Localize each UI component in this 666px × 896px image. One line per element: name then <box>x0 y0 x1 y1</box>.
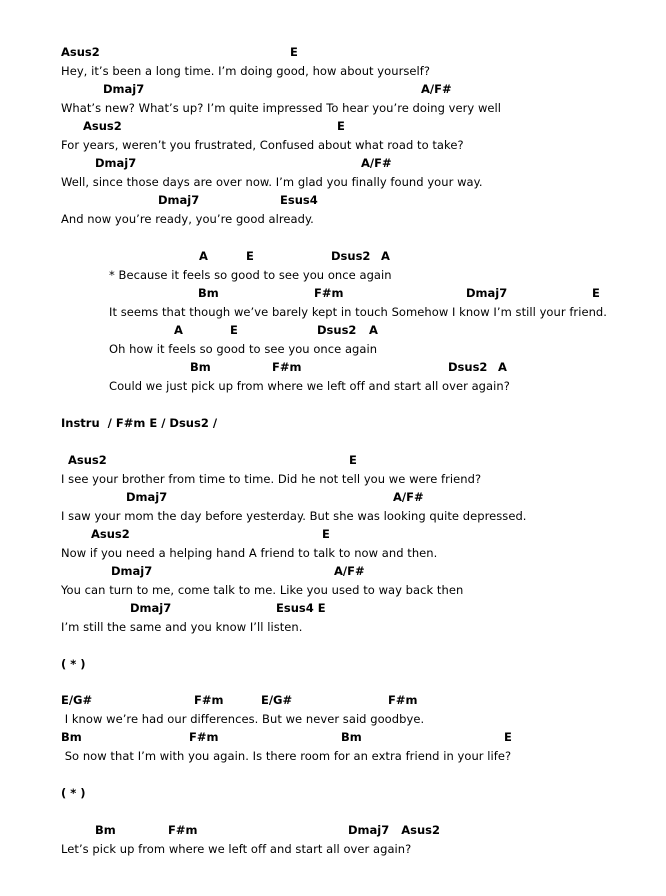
chord: F#m <box>388 693 418 707</box>
chorus-marker: ( * ) <box>61 657 86 671</box>
lyric-line: Hey, it’s been a long time. I’m doing good, how about yourself? <box>61 64 431 78</box>
chord: Asus2 <box>68 453 107 467</box>
lyric-line: * Because it feels so good to see you once again <box>109 268 392 282</box>
chord: Dmaj7 <box>158 193 200 207</box>
chord: A/F# <box>361 156 392 170</box>
chord: A/F# <box>334 564 365 578</box>
chord: Dmaj7 <box>130 601 172 615</box>
chord: A <box>381 249 390 263</box>
lyric-line: So now that I’m with you again. Is there room for an extra friend in your life? <box>61 749 512 763</box>
lyric-line: Oh how it feels so good to see you once again <box>109 342 378 356</box>
chord: E <box>337 119 345 133</box>
lyric-line: Now if you need a helping hand A friend to talk to now and then. <box>61 546 438 560</box>
chord: E <box>230 323 238 337</box>
lyric-line: Well, since those days are over now. I’m glad you finally found your way. <box>61 175 483 189</box>
chord: A <box>369 323 378 337</box>
lyric-line: Let’s pick up from where we left off and start all over again? <box>61 842 412 856</box>
chord: A <box>199 249 208 263</box>
chord: F#m <box>272 360 302 374</box>
lyric-line: What’s new? What’s up? I’m quite impressed To hear you’re doing very well <box>61 101 502 115</box>
chord: A/F# <box>393 490 424 504</box>
chord: F#m <box>189 730 219 744</box>
chord: Dmaj7 Asus2 <box>348 823 441 837</box>
chord: Dmaj7 <box>126 490 168 504</box>
lyric-line: I’m still the same and you know I’ll listen. <box>61 620 303 634</box>
lyric-line: You can turn to me, come talk to me. Like you used to way back then <box>61 583 464 597</box>
chord: Esus4 E <box>276 601 326 615</box>
chord: Bm <box>341 730 362 744</box>
chord: E <box>349 453 357 467</box>
chord: Esus4 <box>280 193 318 207</box>
lyric-line: I see your brother from time to time. Did he not tell you we were friend? <box>61 472 482 486</box>
chord: Dsus2 <box>331 249 371 263</box>
chord: E <box>592 286 600 300</box>
instrumental-line: Instru / F#m E / Dsus2 / <box>61 416 218 430</box>
chord: Bm <box>95 823 116 837</box>
chord: F#m <box>168 823 198 837</box>
chord: E <box>246 249 254 263</box>
chord: Dmaj7 <box>95 156 137 170</box>
chord: E/G# <box>61 693 93 707</box>
lyric-line: I know we’re had our differences. But we never said goodbye. <box>61 712 425 726</box>
chord: A/F# <box>421 82 452 96</box>
chord: Dmaj7 <box>111 564 153 578</box>
chord: E <box>290 45 298 59</box>
chord: E <box>322 527 330 541</box>
lyric-line: It seems that though we’ve barely kept in touch Somehow I know I’m still your friend. <box>109 305 607 319</box>
chord: Asus2 <box>61 45 100 59</box>
chord: Bm <box>61 730 82 744</box>
chord: Dmaj7 <box>103 82 145 96</box>
chord: A <box>498 360 507 374</box>
chord: E/G# <box>261 693 293 707</box>
chord: F#m <box>194 693 224 707</box>
lyric-line: Could we just pick up from where we left off and start all over again? <box>109 379 510 393</box>
chord: Bm <box>190 360 211 374</box>
chord: Asus2 <box>91 527 130 541</box>
lyric-line: I saw your mom the day before yesterday. But she was looking quite depressed. <box>61 509 527 523</box>
chord: Dmaj7 <box>466 286 508 300</box>
lyric-line: And now you’re ready, you’re good already. <box>61 212 314 226</box>
chord: E <box>504 730 512 744</box>
lyric-line: For years, weren’t you frustrated, Confused about what road to take? <box>61 138 464 152</box>
chord: Bm <box>198 286 219 300</box>
chord: Asus2 <box>83 119 122 133</box>
chorus-marker: ( * ) <box>61 786 86 800</box>
chord: F#m <box>314 286 344 300</box>
chord: Dsus2 <box>448 360 488 374</box>
chord: A <box>174 323 183 337</box>
chord: Dsus2 <box>317 323 357 337</box>
